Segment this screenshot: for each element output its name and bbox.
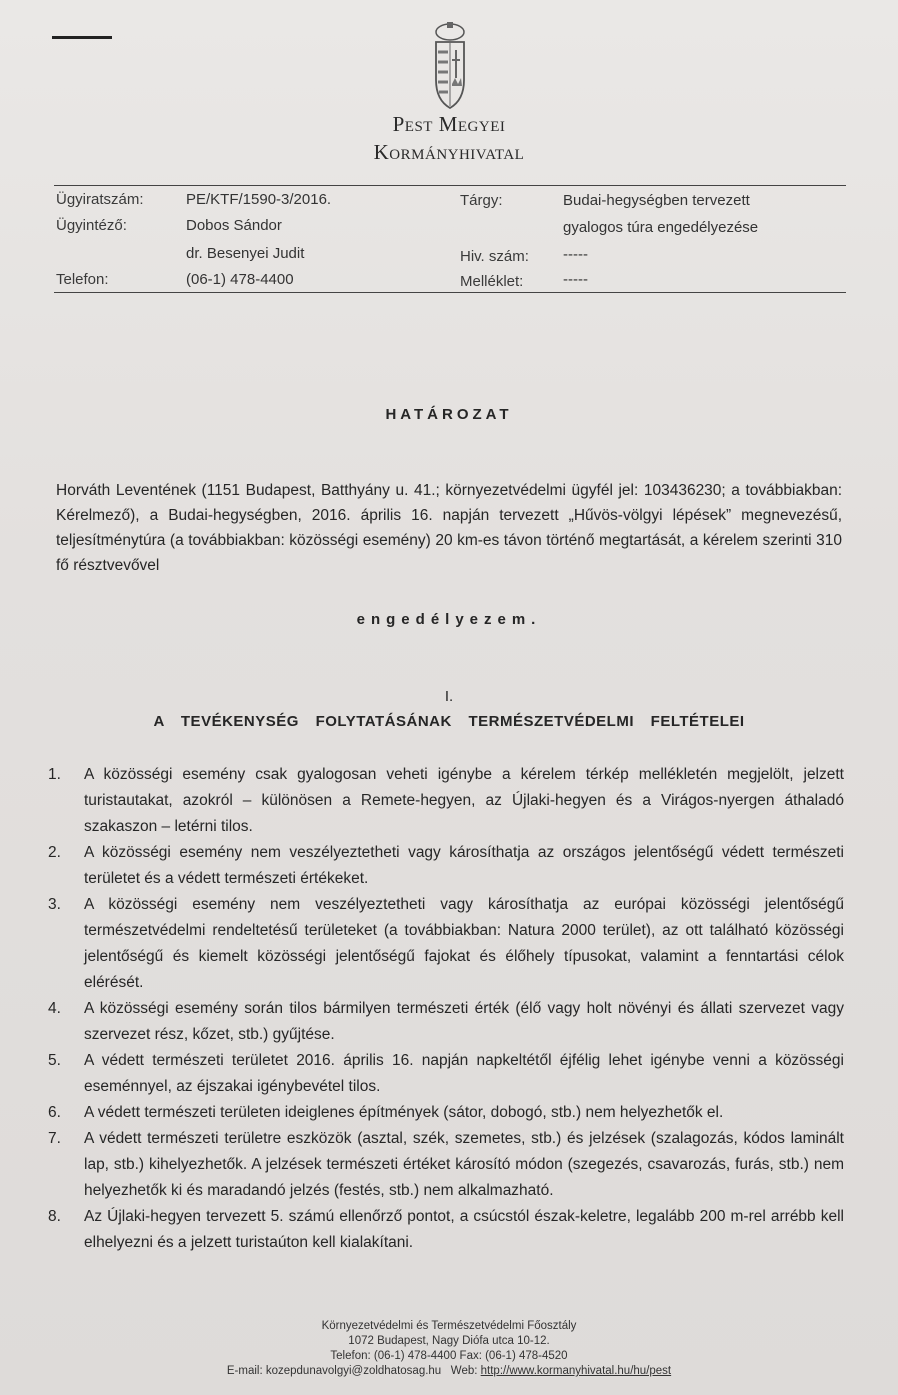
list-item-number: 7. xyxy=(48,1130,61,1147)
melleklet-value: ----- xyxy=(563,271,588,288)
header-bottom-rule xyxy=(54,292,846,293)
hivszam-label: Hiv. szám: xyxy=(460,248,529,265)
targy-value-2: gyalogos túra engedélyezése xyxy=(563,219,759,236)
ugyintezo-value-2: dr. Besenyei Judit xyxy=(186,245,305,262)
list-item-number: 1. xyxy=(48,766,61,783)
list-item-text: A közösségi esemény csak gyalogosan veheti igénybe a kérelem térkép mellékletén megjelölt, jelzett turistautakat, azokról – különösen a Remete-hegyen, az Újlaki-hegyen és a Virágos-nyergen áthaladó szakaszon – letérni tilos. xyxy=(84,766,844,835)
list-item-text: A közösségi esemény során tilos bármilyen természeti érték (élő vagy holt növényi és állati szervezet vagy szervezet rész, kőzet, stb.) gyűjtése. xyxy=(84,1000,844,1043)
targy-value-1: Budai-hegységben tervezett xyxy=(563,192,750,209)
list-item-number: 3. xyxy=(48,896,61,913)
section-title: A TEVÉKENYSÉG FOLYTATÁSÁNAK TERMÉSZETVÉDELMI FELTÉTELEI xyxy=(153,713,745,730)
footer-contact xyxy=(0,1365,898,1377)
list-item xyxy=(48,840,844,892)
footer-web-link[interactable]: http://www.kormanyhivatal.hu/hu/pest xyxy=(480,1365,672,1377)
corner-mark xyxy=(52,36,112,39)
list-item-number: 4. xyxy=(48,1000,61,1017)
footer-department: Környezetvédelmi és Természetvédelmi Főosztály xyxy=(321,1320,577,1332)
footer-phone-fax: Telefon: (06-1) 478-4400 Fax: (06-1) 478-4520 xyxy=(330,1350,568,1362)
list-item xyxy=(48,1100,844,1126)
list-item-text: A védett természeti területet 2016. április 16. napján napkeltétől éjfélig lehet igénybe venni a közösségi eseménnyel, az éjszakai igénybevétel tilos. xyxy=(84,1052,844,1095)
list-item xyxy=(48,996,844,1048)
org-name-line2: Kormányhivatal xyxy=(373,140,525,164)
list-item-number: 5. xyxy=(48,1052,61,1069)
coat-of-arms-icon xyxy=(428,20,472,110)
footer-address: 1072 Budapest, Nagy Diófa utca 10-12. xyxy=(348,1335,550,1347)
list-item-text: A védett természeti területre eszközök (asztal, szék, szemetes, stb.) és jelzések (szalagozás, kódos laminált lap, stb.) kihelyezhetők. A jelzések természeti értéket károsító módon (szegezés, csavarozás, furás, stb.) nem helyezhetők ki és maradandó jelzés (festés, stb.) nem alkalmazható. xyxy=(84,1130,844,1199)
document-title: HATÁROZAT xyxy=(385,406,513,423)
footer-web-label: Web: xyxy=(450,1365,478,1377)
telefon-label: Telefon: xyxy=(56,271,109,288)
list-item-text: A védett természeti területen ideiglenes építmények (sátor, dobogó, stb.) nem helyezhetők el. xyxy=(84,1104,724,1121)
telefon-value: (06-1) 478-4400 xyxy=(186,271,294,288)
list-item xyxy=(48,762,844,840)
list-item-number: 6. xyxy=(48,1104,61,1121)
ugyiratszam-label: Ügyiratszám: xyxy=(56,191,144,208)
list-item xyxy=(48,1126,844,1204)
list-item xyxy=(48,892,844,996)
ugyintezo-value-1: Dobos Sándor xyxy=(186,217,282,234)
list-item-text: Az Újlaki-hegyen tervezett 5. számú ellenőrző pontot, a csúcstól észak-keletre, legalább 200 m-rel arrébb kell elhelyezni és a jelzett turistaúton kell kialakítani. xyxy=(84,1208,844,1251)
list-item-text: A közösségi esemény nem veszélyeztetheti vagy károsíthatja az európai közösségi jelentőségű természetvédelmi rendeltetésű területeket (a továbbiakban: Natura 2000 terület), az ott található közösségi jelentőségű és kiemelt közösségi jelentőségű fajokat és élőhely típusokat, valamint a fenntartási célok elérését. xyxy=(84,896,844,991)
footer-email-label: E-mail: xyxy=(226,1365,263,1377)
hivszam-value: ----- xyxy=(563,246,588,263)
decision-word: engedélyezem. xyxy=(356,611,542,628)
section-number: I. xyxy=(444,688,454,705)
ugyintezo-label: Ügyintéző: xyxy=(56,217,127,234)
list-item-number: 8. xyxy=(48,1208,61,1225)
list-item xyxy=(48,1048,844,1100)
list-item-number: 2. xyxy=(48,844,61,861)
list-item xyxy=(48,1204,844,1256)
list-item-text: A közösségi esemény nem veszélyeztetheti vagy károsíthatja az országos jelentőségű védett természeti területet és a védett természeti értékeket. xyxy=(84,844,844,887)
footer-email[interactable]: kozepdunavolgyi@zoldhatosag.hu xyxy=(265,1365,442,1377)
intro-paragraph: Horváth Leventének (1151 Budapest, Batthyány u. 41.; környezetvédelmi ügyfél jel: 103436230; a továbbiakban: Kérelmező), a Budai-hegységben, 2016. április 16. napján tervezett „Hűvös-völgyi lépések” megnevezésű, teljesítménytúra (a továbbiakban: közösségi esemény) 20 km-es távon történő megtartását, a kérelem szerinti 310 fő résztvevővel xyxy=(56,482,842,574)
header-top-rule xyxy=(54,185,846,186)
melleklet-label: Melléklet: xyxy=(460,273,524,290)
ugyiratszam-value: PE/KTF/1590-3/2016. xyxy=(186,191,332,208)
conditions-list xyxy=(48,762,844,1256)
org-name-line1: Pest Megyei xyxy=(392,112,506,136)
targy-label: Tárgy: xyxy=(460,192,503,209)
